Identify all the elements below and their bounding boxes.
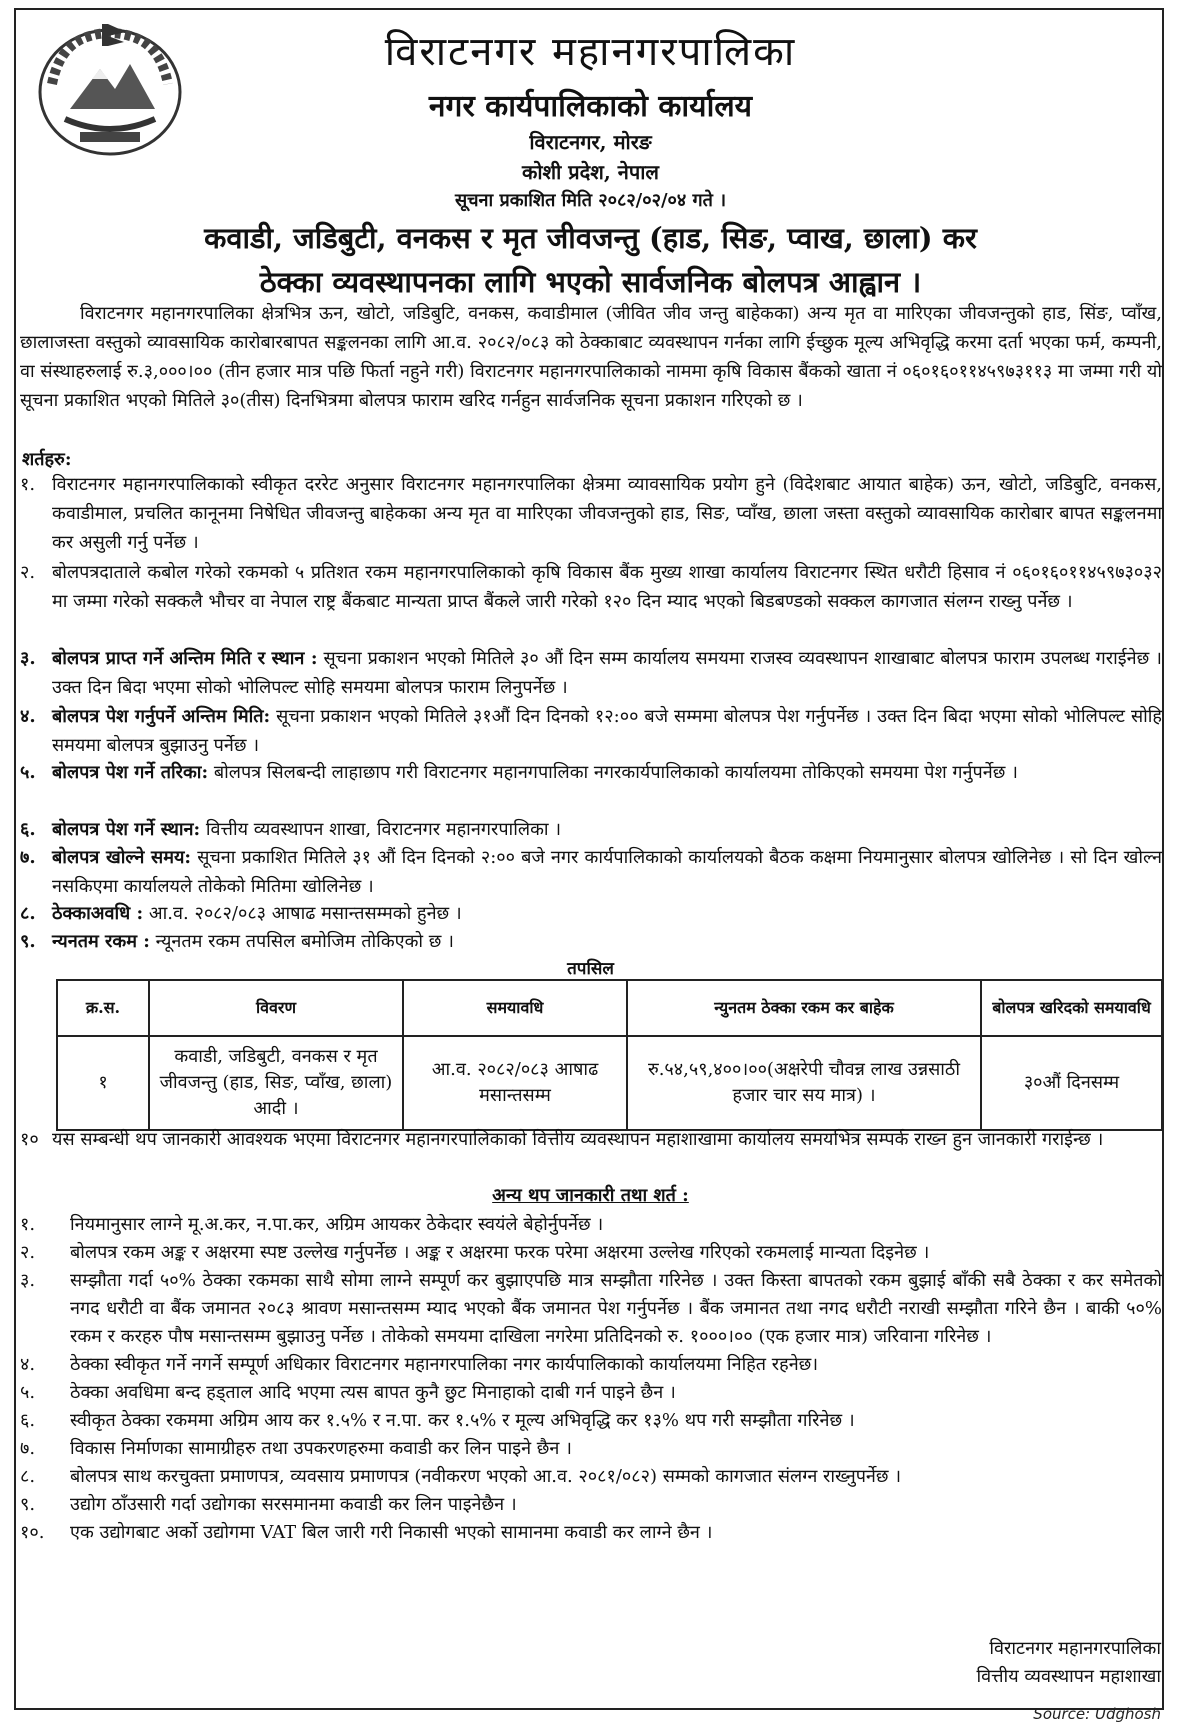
address-line-1: विराटनगर, मोरङ: [529, 130, 652, 154]
condition-item: ६. बोलपत्र पेश गर्ने स्थान: वित्तीय व्यवस्थापन शाखा, विराटनगर महानगरपालिका ।: [20, 819, 562, 840]
header-sn: क्र.स.: [57, 980, 149, 1036]
header-description: विवरण: [149, 980, 403, 1036]
condition-item: ८. ठेक्काअवधि : आ.व. २०८२/०८३ आषाढ मसान्तसम्मको हुनेछ ।: [20, 903, 462, 924]
condition-item: ३. बोलपत्र प्राप्त गर्ने अन्तिम मिति र स्थान : सूचना प्रकाशन भएको मितिले ३० औं दिन सम्म कार्यालय समयमा राजस्व व्यवस्थापन शाखाबाट बोलपत्र फाराम उपलब्ध गराईनेछ । उक्त दिन बिदा भएमा सोको भोलिपल्ट सोहि समयमा बोलपत्र फाराम लिनुपर्नेछ ।: [20, 648, 1162, 698]
cell-period: आ.व. २०८२/०८३ आषाढ मसान्तसम्म: [403, 1036, 627, 1130]
condition-item: १. विराटनगर महानगरपालिकाको स्वीकृत दररेट अनुसार विराटनगर महानगरपालिका क्षेत्रमा व्यावसायिक प्रयोग हुने (विदेशबाट आयात बाहेक) ऊन, खोटो, जडिबुटि, वनकस, कवाडीमाल, प्रचलित कानूनमा निषेधित जीवजन्तु बाहेकका अन्य मृत वा मारिएका जीवजन्तुको हाड, सिङ, प्वाँख, छाला जस्ता वस्तुको व्यावसायिक कारोबार बापत सङ्कलनमा कर असुली गर्नु पर्नेछ ।: [20, 474, 1162, 553]
header-buy-period: बोलपत्र खरिदको समयावधि: [981, 980, 1162, 1036]
address-line-2: कोशी प्रदेश, नेपाल: [521, 160, 659, 184]
condition-item: ९. न्यनतम रकम : न्यूनतम रकम तपसिल बमोजिम तोकिएको छ ।: [20, 931, 454, 952]
condition-item: ४. बोलपत्र पेश गर्नुपर्ने अन्तिम मिति: सूचना प्रकाशन भएको मितिले ३१औं दिन दिनको १२:०० बजे सम्ममा बोलपत्र पेश गर्नुपर्नेछ । उक्त दिन बिदा भएमा सोको भोलिपल्ट सोहि समयमा बोलपत्र बुझाउनु पर्नेछ ।: [20, 706, 1162, 756]
list-item: ९. उद्योग ठाँउसारी गर्दा उद्योगका सरसमानमा कवाडी कर लिन पाइनेछैन ।: [20, 1494, 517, 1515]
condition-item-10: १० यस सम्बन्धी थप जानकारी आवश्यक भएमा विराटनगर महानगरपालिकाको वित्तीय व्यवस्थापन महाशाखामा कार्यालय समयभित्र सम्पर्क राख्न हुन जानकारी गराईन्छ ।: [20, 1129, 1104, 1150]
signature-line-1: विराटनगर महानगरपालिका: [989, 1638, 1161, 1659]
header-period: समयावधि: [403, 980, 627, 1036]
schedule-caption: तपसिल: [567, 959, 614, 979]
list-item: ७. विकास निर्माणका सामाग्रीहरु तथा उपकरणहरुमा कवाडी कर लिन पाइने छैन ।: [20, 1438, 572, 1459]
municipality-title: विराटनगर महानगरपालिका: [384, 29, 797, 75]
header-amount: न्युनतम ठेक्का रकम कर बाहेक: [627, 980, 981, 1036]
cell-buy-period: ३०औं दिनसम्म: [981, 1036, 1162, 1130]
table-row: [57, 1036, 1162, 1130]
list-item: ५. ठेक्का अवधिमा बन्द हड्ताल आदि भएमा त्यस बापत कुनै छुट मिनाहाको दाबी गर्न पाइने छैन ।: [20, 1382, 676, 1403]
list-item: १. नियमानुसार लाग्ने मू.अ.कर, न.पा.कर, अग्रिम आयकर ठेकेदार स्वयंले बेहोर्नुपर्नेछ ।: [20, 1214, 604, 1235]
other-conditions-list: [20, 1211, 1162, 1547]
office-title: नगर कार्यपालिकाको कार्यालय: [428, 89, 753, 124]
list-item: ६. स्वीकृत ठेक्का रकममा अग्रिम आय कर १.५% र न.पा. कर १.५% र मूल्य अभिवृद्धि कर १३% थप गरी सम्झौता गरिनेछ ।: [20, 1410, 855, 1431]
schedule-table: [56, 979, 1163, 1131]
published-date: सूचना प्रकाशित मिति २०८२/०२/०४ गते ।: [454, 190, 727, 211]
list-item: १०. एक उद्योगबाट अर्को उद्योगमा VAT बिल जारी गरी निकासी भएको सामानमा कवाडी कर लाग्ने छैन ।: [20, 1522, 713, 1543]
condition-item: ५. बोलपत्र पेश गर्ने तरिका: बोलपत्र सिलबन्दी लाहाछाप गरी विराटनगर महानगपालिका नगरकार्यपालिकाको कार्यालयमा तोकिएको समयमा पेश गर्नुपर्नेछ ।: [20, 762, 1018, 783]
list-item: २. बोलपत्र रकम अङ्क र अक्षरमा स्पष्ट उल्लेख गर्नुपर्नेछ । अङ्क र अक्षरमा फरक परेमा अक्षरमा उल्लेख गरिएको रकमलाई मान्यता दिइनेछ ।: [20, 1242, 930, 1263]
cell-sn: १: [57, 1036, 149, 1130]
other-conditions-heading: अन्य थप जानकारी तथा शर्त :: [492, 1185, 689, 1206]
table-header-row: [57, 980, 1162, 1036]
signature-line-2: वित्तीय व्यवस्थापन महाशाखा: [976, 1666, 1161, 1687]
cell-description: कवाडी, जडिबुटी, वनकस र मृत जीवजन्तु (हाड, सिङ, प्वाँख, छाला) आदी ।: [149, 1036, 403, 1130]
intro-paragraph: विराटनगर महानगरपालिका क्षेत्रभित्र ऊन, खोटो, जडिबुटि, वनकस, कवाडीमाल (जीवित जीव जन्तु बाहेकका) अन्य मृत वा मारिएका जीवजन्तुको हाड, सिंङ, प्वाँख, छालाजस्ता वस्तुको व्यावसायिक कारोबारबापत सङ्कलनका लागि आ.व. २०८२/०८३ को ठेक्काबाट व्यवस्थापन गर्नका लागि ईच्छुक मूल्य अभिवृद्धि करमा दर्ता भएका फर्म, कम्पनी, वा संस्थाहरुलाई रु.३,०००।०० (तीन हजार मात्र पछि फिर्ता नहुने गरी) विराटनगर महानगरपालिकाको नाममा कृषि विकास बैंकको खाता नं ०६०१६०११४५९७३११३ मा जम्मा गरी यो सूचना प्रकाशित भएको मितिले ३०(तीस) दिनभित्रमा बोलपत्र फाराम खरिद गर्नहुन सार्वजनिक सूचना प्रकाशन गरिएको छ ।: [20, 303, 1162, 411]
conditions-heading: शर्तहरु:: [22, 449, 72, 470]
condition-item: २. बोलपत्रदाताले कबोल गरेको रकमको ५ प्रतिशत रकम महानगरपालिकाको कृषि विकास बैंक मुख्य शाखा कार्यालय विराटनगर स्थित धरौटी हिसाव नं ०६०१६०११४५९७३०३२ मा जम्मा गरेको सक्कलै भौचर वा नेपाल राष्ट्र बैंकबाट मान्यता प्राप्त बैंकले जारी गरेको १२० दिन म्याद भएको बिडबण्डको सक्कल कागजात संलग्न राख्नु पर्नेछ ।: [20, 562, 1162, 612]
condition-item: ७. बोलपत्र खोल्ने समय: सूचना प्रकाशित मितिले ३१ औं दिन दिनको २:०० बजे नगर कार्यपालिकाको कार्यालयको बैठक कक्षमा नियमानुसार बोलपत्र खोलिनेछ । सो दिन खोल्न नसकिएमा कार्यालयले तोकेको मितिमा खोलिनेछ ।: [20, 847, 1162, 897]
notice-title-line-2: ठेक्का व्यवस्थापनका लागि भएको सार्वजनिक बोलपत्र आह्वान ।: [259, 265, 922, 299]
cell-amount: रु.५४,५९,४००।००(अक्षरेपी चौवन्न लाख उन्नसाठी हजार चार सय मात्र) ।: [627, 1036, 981, 1130]
source-credit: Source: Udghosh: [1033, 1705, 1161, 1723]
list-item: ३. सम्झौता गर्दा ५०% ठेक्का रकमका साथै सोमा लाग्ने सम्पूर्ण कर बुझाएपछि मात्र सम्झौता गरिनेछ । उक्त किस्ता बापतको रकम बुझाई बाँकी सबै ठेक्का र कर समेतको नगद धरौटी वा बैंक जमानत २०८३ श्रावण मसान्तसम्म म्याद भएको बैंक जमानत पेश गर्नुपर्नेछ । बैंक जमानत तथा नगद धरौटी नराखी सम्झौता गरिने छैन । बाकी ५०% रकम र करहरु पौष मसान्तसम्म बुझाउनु पर्नेछ । तोकेको समयमा दाखिला नगरेमा प्रतिदिनको रु. १०००।०० (एक हजार मात्र) जरिवाना गरिनेछ ।: [20, 1270, 1162, 1347]
list-item: ८. बोलपत्र साथ करचुक्ता प्रमाणपत्र, व्यवसाय प्रमाणपत्र (नवीकरण भएको आ.व. २०८१/०८२) सम्मको कागजात संलग्न राख्नुपर्नेछ ।: [20, 1466, 902, 1487]
notice-title-line-1: कवाडी, जडिबुटी, वनकस र मृत जीवजन्तु (हाड, सिङ, प्वाख, छाला) कर: [204, 221, 977, 255]
list-item: ४. ठेक्का स्वीकृत गर्ने नगर्ने सम्पूर्ण अधिकार विराटनगर महानगरपालिका नगर कार्यपालिकाको कार्यालयमा निहित रहनेछ।: [20, 1354, 819, 1375]
